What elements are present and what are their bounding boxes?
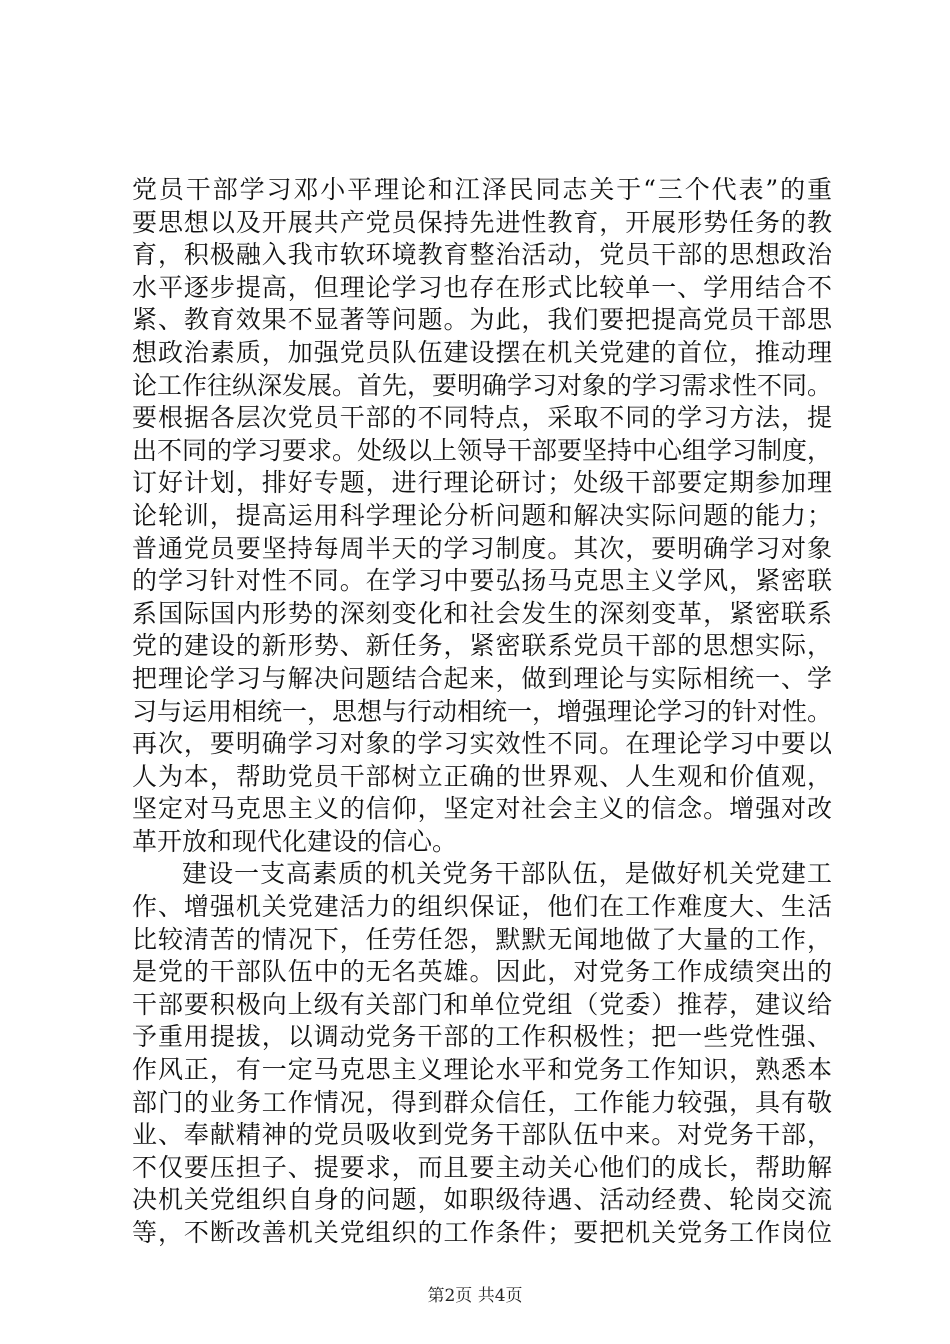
paragraph-1	[132, 174, 832, 858]
text-line: 人为本，帮助党员干部树立正确的世界观、人生观和价值观，	[132, 761, 832, 791]
text-line: 普通党员要坚持每周半天的学习制度。其次，要明确学习对象	[132, 533, 832, 563]
document-body	[132, 174, 832, 1250]
text-line: 水平逐步提高，但理论学习也存在形式比较单一、学用结合不	[132, 272, 832, 302]
text-line: 出不同的学习要求。处级以上领导干部要坚持中心组学习制度，	[132, 435, 833, 465]
text-line: 想政治素质，加强党员队伍建设摆在机关党建的首位，推动理	[132, 337, 832, 367]
page-footer: 第2页 共4页	[427, 1286, 523, 1306]
text-line: 坚定对马克思主义的信仰，坚定对社会主义的信念。增强对改	[132, 794, 832, 824]
text-line: 比较清苦的情况下，任劳任怨，默默无闻地做了大量的工作，	[132, 924, 832, 954]
text-line: 作风正，有一定马克思主义理论水平和党务工作知识，熟悉本	[132, 1055, 832, 1085]
text-line: 不仅要压担子、提要求，而且要主动关心他们的成长，帮助解	[132, 1152, 832, 1182]
text-line: 的学习针对性不同。在学习中要弘扬马克思主义学风，紧密联	[132, 566, 832, 596]
text-line: 论轮训，提高运用科学理论分析问题和解决实际问题的能力；	[132, 500, 832, 530]
text-line: 把理论学习与解决问题结合起来，做到理论与实际相统一、学	[132, 663, 832, 693]
text-line: 是党的干部队伍中的无名英雄。因此，对党务工作成绩突出的	[132, 957, 832, 987]
text-line: 要根据各层次党员干部的不同特点，采取不同的学习方法，提	[132, 403, 832, 433]
text-line: 作、增强机关党建活力的组织保证，他们在工作难度大、生活	[132, 892, 832, 922]
text-line: 再次，要明确学习对象的学习实效性不同。在理论学习中要以	[132, 729, 832, 759]
paragraph-2	[132, 858, 832, 1249]
text-line: 业、奉献精神的党员吸收到党务干部队伍中来。对党务干部，	[132, 1120, 832, 1150]
text-line: 要思想以及开展共产党员保持先进性教育，开展形势任务的教	[132, 207, 832, 237]
text-line: 干部要积极向上级有关部门和单位党组（党委）推荐，建议给	[132, 989, 832, 1019]
text-line: 部门的业务工作情况，得到群众信任，工作能力较强，具有敬	[132, 1087, 832, 1117]
text-line: 予重用提拔，以调动党务干部的工作积极性；把一些党性强、	[132, 1022, 832, 1052]
text-line: 党的建设的新形势、新任务，紧密联系党员干部的思想实际，	[132, 631, 832, 661]
text-line: 论工作往纵深发展。首先，要明确学习对象的学习需求性不同。	[132, 370, 833, 400]
text-line: 决机关党组织自身的问题，如职级待遇、活动经费、轮岗交流	[132, 1185, 832, 1215]
text-line: 革开放和现代化建设的信心。	[132, 826, 458, 856]
text-line: 党员干部学习邓小平理论和江泽民同志关于“三个代表”的重	[132, 175, 832, 204]
text-line: 育，积极融入我市软环境教育整治活动，党员干部的思想政治	[132, 240, 832, 270]
text-line: 等，不断改善机关党组织的工作条件；要把机关党务工作岗位	[132, 1218, 832, 1247]
text-line: 订好计划，排好专题，进行理论研讨；处级干部要定期参加理	[132, 468, 832, 498]
text-line: 习与运用相统一，思想与行动相统一，增强理论学习的针对性。	[132, 696, 833, 726]
text-line: 系国际国内形势的深刻变化和社会发生的深刻变革，紧密联系	[132, 598, 832, 628]
text-line: 紧、教育效果不显著等问题。为此，我们要把提高党员干部思	[132, 305, 832, 335]
text-line: 建设一支高素质的机关党务干部队伍，是做好机关党建工	[182, 859, 832, 889]
